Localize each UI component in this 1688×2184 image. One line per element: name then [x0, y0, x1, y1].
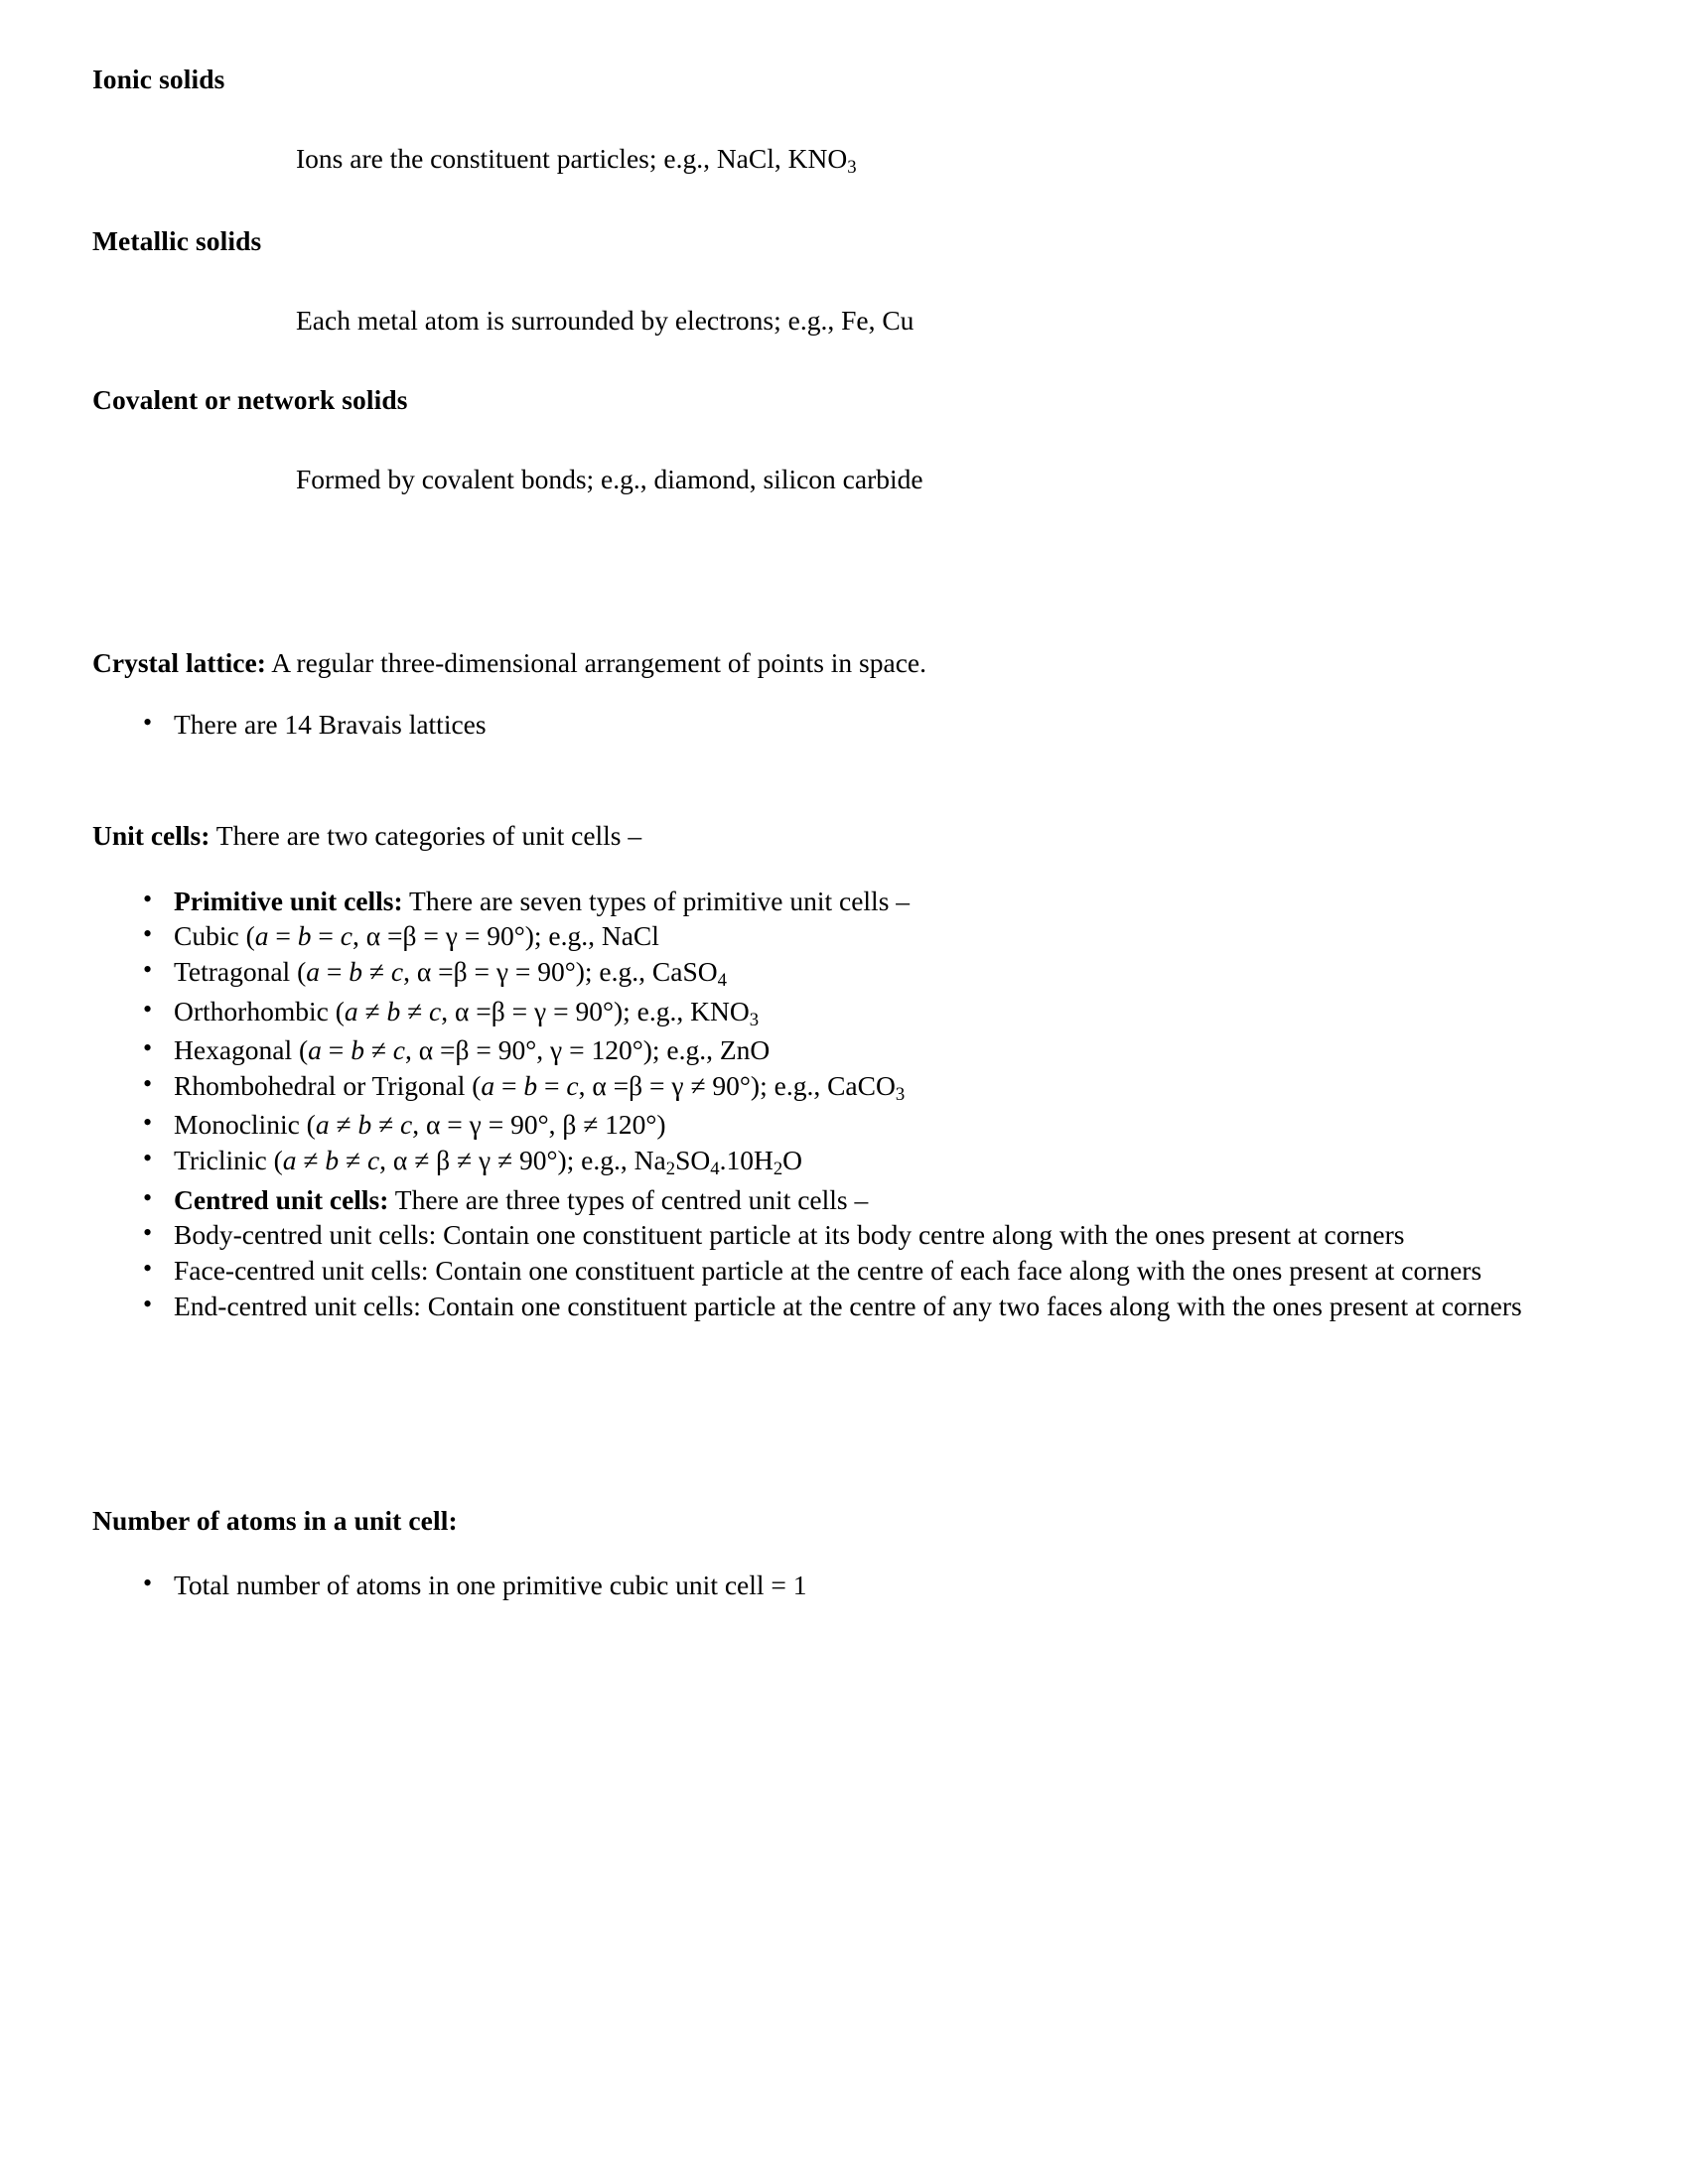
orthorhombic-a: a [344, 995, 358, 1026]
tetragonal-name: Tetragonal [174, 956, 291, 988]
spacer-large [92, 1324, 1609, 1443]
rhombohedral-paren: ( [472, 1069, 482, 1101]
triclinic-rel1: ≠ [296, 1145, 326, 1176]
orthorhombic-example-sub: 3 [749, 1009, 760, 1030]
detail-ionic-solids-text: Ions are the constituent particles; e.g., NaCl, KNO [296, 142, 848, 174]
hexagonal-angles: , α =β = 90°, γ = 120°) [405, 1034, 652, 1066]
heading-covalent-solids: Covalent or network solids [92, 383, 408, 415]
spacer [92, 339, 1609, 382]
list-item-centred-unit-cells [92, 1182, 1609, 1218]
tetragonal-rel2: ≠ [362, 956, 391, 988]
unit-cells-text: There are two categories of unit cells – [210, 819, 642, 851]
cubic-name: Cubic [174, 920, 239, 952]
tetragonal-paren: ( [297, 956, 307, 988]
orthorhombic-example: ; e.g., KNO [623, 995, 750, 1026]
spacer [92, 418, 1609, 462]
primitive-unit-cells-rest: There are seven types of primitive unit cells – [402, 885, 911, 916]
cubic-example: ; e.g., NaCl [533, 920, 659, 952]
total-atoms-primitive-cubic-text: Total number of atoms in one primitive cubic unit cell = 1 [174, 1570, 807, 1601]
list-item-orthorhombic [92, 994, 1609, 1033]
hexagonal-rel1: = [321, 1034, 352, 1066]
heading-metallic-solids: Metallic solids [92, 225, 262, 257]
spacer [92, 1538, 1609, 1568]
list-item-body-centred [92, 1217, 1604, 1253]
rhombohedral-angles: , α =β = γ ≠ 90°) [578, 1069, 761, 1101]
bravais-lattices-text: There are 14 Bravais lattices [174, 709, 487, 741]
rhombohedral-example: ; e.g., CaCO [760, 1069, 896, 1101]
cubic-paren: ( [245, 920, 255, 952]
orthorhombic-name: Orthorhombic [174, 995, 329, 1026]
orthorhombic-b: b [386, 995, 401, 1026]
hexagonal-c: c [392, 1034, 405, 1066]
triclinic-a: a [282, 1145, 297, 1176]
triclinic-sub-na: 2 [665, 1159, 676, 1180]
unit-cells-definition [92, 818, 1609, 854]
detail-ionic-solids [92, 141, 1609, 181]
spacer-large [92, 496, 1609, 645]
triclinic-sub-so4: 4 [710, 1159, 720, 1180]
face-centred-text: Face-centred unit cells: Contain one constituent particle at the centre of each face along with the ones present at corners [174, 1255, 1482, 1287]
orthorhombic-paren: ( [335, 995, 345, 1026]
cubic-a: a [254, 920, 269, 952]
detail-metallic-solids: Each metal atom is surrounded by electrons; e.g., Fe, Cu [296, 305, 914, 337]
list-item [92, 1568, 1609, 1603]
crystal-lattice-definition [92, 645, 1609, 681]
spacer [92, 97, 1609, 141]
tetragonal-b: b [349, 956, 362, 988]
hexagonal-b: b [351, 1034, 364, 1066]
cubic-b: b [297, 920, 312, 952]
centred-unit-cells-lead: Centred unit cells: [174, 1183, 389, 1215]
triclinic-example: ; e.g., Na [566, 1145, 666, 1176]
hexagonal-example: ; e.g., ZnO [651, 1034, 771, 1066]
cubic-rel2: = [311, 920, 341, 952]
triclinic-paren: ( [273, 1145, 283, 1176]
spacer [92, 259, 1609, 303]
triclinic-so: SO [675, 1145, 711, 1176]
document-body [92, 62, 1609, 1603]
atoms-bullets [92, 1568, 1609, 1603]
triclinic-formula [566, 1145, 803, 1180]
hexagonal-rel2: ≠ [363, 1034, 393, 1066]
spacer [92, 180, 1609, 223]
monoclinic-angles: , α = γ = 90°, β ≠ 120°) [412, 1109, 666, 1141]
hexagonal-paren: ( [299, 1034, 309, 1066]
unit-cells-term: Unit cells: [92, 819, 211, 851]
hexagonal-name: Hexagonal [174, 1034, 293, 1066]
monoclinic-a: a [315, 1109, 330, 1141]
crystal-lattice-bullets [92, 707, 1609, 743]
orthorhombic-rel1: ≠ [357, 995, 387, 1026]
cubic-rel1: = [268, 920, 298, 952]
crystal-lattice-text: A regular three-dimensional arrangement of points in space. [265, 647, 926, 679]
list-item-rhombohedral [92, 1068, 1609, 1108]
body-centred-text: Body-centred unit cells: Contain one constituent particle at its body centre along with the ones present at corners [174, 1219, 1405, 1251]
cubic-c: c [340, 920, 352, 952]
crystal-lattice-term: Crystal lattice: [92, 647, 266, 679]
rhombohedral-b: b [523, 1069, 538, 1101]
monoclinic-rel1: ≠ [329, 1109, 358, 1141]
triclinic-name: Triclinic [174, 1145, 267, 1176]
heading-number-of-atoms: Number of atoms in a unit cell: [92, 1504, 458, 1536]
list-item-primitive-unit-cells [92, 884, 1609, 919]
monoclinic-c: c [400, 1109, 413, 1141]
tetragonal-rel1: = [319, 956, 350, 988]
rhombohedral-rel2: = [537, 1069, 567, 1101]
rhombohedral-rel1: = [494, 1069, 524, 1101]
spacer [92, 681, 1609, 707]
triclinic-angles: , α ≠ β ≠ γ ≠ 90°) [379, 1145, 567, 1176]
tetragonal-example: ; e.g., CaSO [584, 956, 718, 988]
monoclinic-b: b [357, 1109, 372, 1141]
triclinic-hydrate: .10H [719, 1145, 774, 1176]
hexagonal-a: a [308, 1034, 322, 1066]
spacer [92, 854, 1609, 884]
list-item-face-centred [92, 1253, 1604, 1289]
monoclinic-name: Monoclinic [174, 1109, 300, 1141]
centred-unit-cells-rest: There are three types of centred unit cells – [388, 1183, 869, 1215]
triclinic-c: c [366, 1145, 380, 1176]
triclinic-oxygen: O [782, 1145, 803, 1176]
heading-ionic-solids: Ionic solids [92, 64, 225, 94]
list-item-hexagonal [92, 1032, 1609, 1068]
list-item-monoclinic [92, 1107, 1609, 1143]
tetragonal-a: a [306, 956, 320, 988]
tetragonal-example-sub: 4 [717, 970, 727, 992]
triclinic-sub-h2: 2 [773, 1159, 783, 1180]
tetragonal-c: c [390, 956, 404, 988]
rhombohedral-name: Rhombohedral or Trigonal [174, 1069, 466, 1101]
spacer-large [92, 1443, 1609, 1503]
monoclinic-paren: ( [306, 1109, 316, 1141]
unit-cells-list [92, 884, 1609, 1324]
monoclinic-rel2: ≠ [371, 1109, 401, 1141]
primitive-unit-cells-lead: Primitive unit cells: [174, 885, 403, 916]
rhombohedral-example-sub: 3 [895, 1084, 906, 1106]
end-centred-text: End-centred unit cells: Contain one constituent particle at the centre of any two faces along with the ones present at corners [174, 1290, 1522, 1321]
list-item [92, 707, 1609, 743]
list-item-triclinic [92, 1143, 1609, 1182]
detail-ionic-solids-subscript: 3 [847, 156, 857, 178]
rhombohedral-c: c [566, 1069, 579, 1101]
triclinic-rel2: ≠ [339, 1145, 367, 1176]
cubic-angles: , α =β = γ = 90°) [352, 920, 534, 952]
orthorhombic-c: c [429, 995, 442, 1026]
detail-covalent-solids: Formed by covalent bonds; e.g., diamond, silicon carbide [296, 463, 923, 494]
list-item-end-centred [92, 1289, 1604, 1324]
list-item-tetragonal [92, 954, 1609, 994]
triclinic-b: b [325, 1145, 340, 1176]
spacer-large [92, 743, 1609, 818]
tetragonal-angles: , α =β = γ = 90°) [403, 956, 585, 988]
orthorhombic-angles: , α =β = γ = 90°) [441, 995, 624, 1026]
list-item-cubic [92, 918, 1609, 954]
orthorhombic-rel2: ≠ [400, 995, 430, 1026]
rhombohedral-a: a [481, 1069, 495, 1101]
